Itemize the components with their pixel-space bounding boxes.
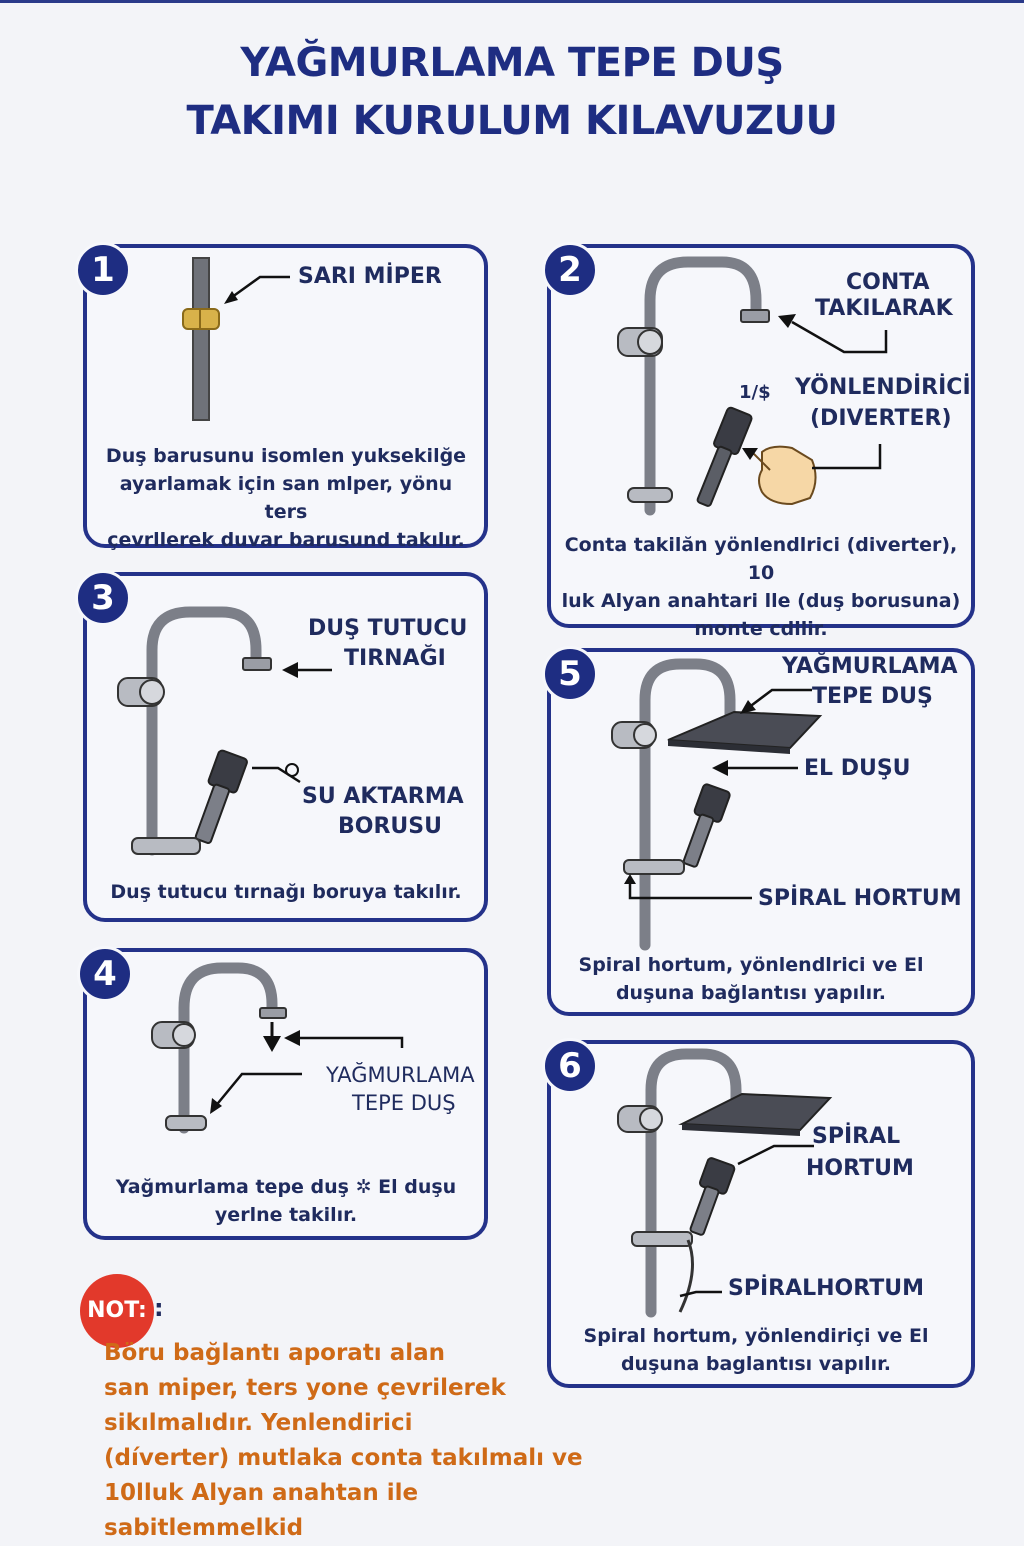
note-line-6: sabitlemmelkid — [104, 1515, 304, 1541]
note-badge: NOT: — [80, 1274, 154, 1348]
step-4-label-tepe-dus: TEPE DUŞ — [352, 1091, 456, 1115]
step-5-badge: 5 — [542, 646, 598, 702]
note-line-3: sikılmalıdır. Yenlendirici — [104, 1410, 413, 1436]
page-title-line-1: YAĞMURLAMA TEPE DUŞ — [240, 40, 784, 86]
step-1-label-sari-miper: SARI MİPER — [298, 264, 442, 289]
step-6-caption-line-2: duşuna baglantısı vapılır. — [620, 1353, 892, 1375]
step-2-caption-line-3: monte cdllir. — [694, 618, 828, 640]
step-2-caption-line-2: luk Alyan anahtari lle (duş borusuna) — [561, 590, 961, 612]
step-4-caption-line-2: yerlne takilır. — [214, 1204, 358, 1226]
step-3-badge: 3 — [75, 570, 131, 626]
step-4-label-yagmurlama: YAĞMURLAMA — [326, 1063, 475, 1087]
step-2-caption-line-1: Conta takilăn yönlendlrici (diverter), 10 — [564, 534, 958, 584]
step-2-label-fraction: 1/$ — [739, 382, 771, 403]
step-6-caption-line-1: Spiral hortum, yönlendiriçi ve El — [583, 1325, 929, 1347]
step-5-label-spiral-hortum: SPİRAL HORTUM — [758, 886, 962, 911]
step-4-caption-line-1: Yağmurlama tepe duş ✲ El duşu — [115, 1176, 457, 1198]
step-3-label-dus-tutucu: DUŞ TUTUCU — [308, 616, 468, 641]
step-2-label-diverter: (DIVERTER) — [810, 406, 952, 431]
note-line-1: Böru bağlantı aporatı alan — [104, 1340, 446, 1366]
step-3-caption-line-1: Duş tutucu tırnağı boruya takılır. — [110, 881, 462, 903]
note-text — [104, 1336, 583, 1546]
step-2-label-yonlendirici: YÖNLENDİRİCİ — [795, 375, 971, 400]
step-1-badge: 1 — [75, 242, 131, 298]
step-1-caption-line-1: Duş barusunu isomlen yuksekilğe — [105, 445, 467, 467]
step-2-badge: 2 — [542, 242, 598, 298]
note-colon: : — [154, 1294, 164, 1322]
step-6-label-spiralhortum: SPİRALHORTUM — [728, 1276, 924, 1301]
step-2-label-conta: CONTA — [846, 270, 930, 295]
step-5-label-yagmurlama: YAĞMURLAMA — [782, 654, 958, 679]
note-line-4: (díverter) mutlaka conta takılmalı ve — [104, 1445, 583, 1471]
step-6-label-hortum: HORTUM — [806, 1156, 914, 1181]
step-2-label-takilarak: TAKILARAK — [815, 296, 953, 321]
page-title-line-2: TAKIMI KURULUM KILAVUZUU — [186, 98, 838, 144]
step-1-caption-line-2: ayarlamak için san mlper, yönu ters — [119, 473, 453, 523]
note-line-2: san miper, ters yone çevrilerek — [104, 1375, 506, 1401]
step-5-label-el-dusu: EL DUŞU — [804, 756, 911, 781]
step-3-label-borusu: BORUSU — [338, 814, 442, 839]
step-3-label-su-aktarma: SU AKTARMA — [302, 784, 464, 809]
note-line-5: 10lluk Alyan anahtan ile — [104, 1480, 419, 1506]
step-6-caption — [556, 1322, 956, 1378]
step-3-label-tirnagi: TIRNAĞI — [344, 646, 446, 671]
step-4-badge: 4 — [77, 946, 133, 1002]
step-1-caption-line-3: çevrllerek duvar barusund takılır. — [107, 529, 465, 551]
step-5-caption-line-2: duşuna bağlantısı yapılır. — [615, 982, 887, 1004]
step-6-badge: 6 — [542, 1038, 598, 1094]
step-6-label-spiral: SPİRAL — [812, 1124, 901, 1149]
step-5-label-tepe-dus: TEPE DUŞ — [812, 684, 933, 709]
step-5-caption-line-1: Spiral hortum, yönlendlrici ve El — [578, 954, 924, 976]
